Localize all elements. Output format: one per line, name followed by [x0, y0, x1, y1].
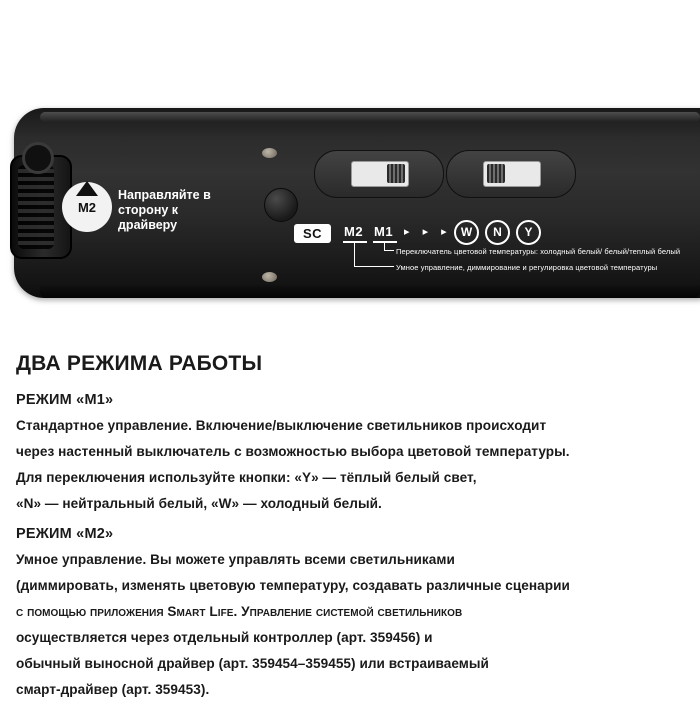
direction-arrow-icon: [76, 181, 98, 196]
sc-label: SC: [294, 224, 331, 243]
dip-switch-1: [351, 161, 409, 187]
section-m1-line-1: Стандартное управление. Включение/выключение светильников происходит: [16, 418, 547, 433]
panel-label-m2: M2: [344, 224, 364, 239]
section-m1-line-2: через настенный выключатель с возможностью выбора цветовой температуры.: [16, 444, 570, 459]
section-mode-m2: [16, 526, 684, 700]
panel-label-m1: M1: [374, 224, 394, 239]
callout-leader-line: [384, 250, 394, 251]
direction-instruction-line2: сторону к драйверу: [118, 203, 179, 232]
callout-leader-line: [354, 266, 394, 267]
color-temp-buttons: [454, 220, 547, 245]
dip-switch-knob: [387, 164, 405, 183]
push-button: [264, 188, 298, 222]
dip-switch-knob: [487, 164, 505, 183]
direction-instruction: [118, 188, 238, 233]
product-photo: [0, 0, 700, 345]
dip-switch-well-2: [446, 150, 576, 198]
section-m2-line-2: (диммировать, изменять цветовую температуру, создавать различные сценарии: [16, 578, 570, 593]
color-temp-button-y: Y: [516, 220, 541, 245]
end-cap-ring: [22, 142, 54, 174]
fastener-dot: [262, 272, 277, 282]
panel-underline-m1: [373, 241, 397, 243]
section-m2-line-5: обычный выносной драйвер (арт. 359454–359455) или встраиваемый: [16, 656, 489, 671]
section-m2-line-4: осуществляется через отдельный контроллер (арт. 359456) и: [16, 630, 433, 645]
color-temp-button-w: W: [454, 220, 479, 245]
section-mode-m1: [16, 392, 684, 514]
housing-bottom-shadow: [40, 284, 700, 298]
callout-color-temperature: Переключатель цветовой температуры: холодный белый/ белый/теплый белый: [396, 247, 681, 256]
housing-top-highlight: [40, 112, 700, 122]
text-content: [0, 352, 700, 712]
section-heading-m1: РЕЖИМ «M1»: [16, 392, 114, 408]
callout-smart-control: Умное управление, диммирование и регулировка цветовой температуры: [396, 263, 658, 272]
page-title: ДВА РЕЖИМА РАБОТЫ: [16, 352, 263, 375]
section-m1-line-3: Для переключения используйте кнопки: «Y» — тёплый белый свет,: [16, 470, 477, 485]
fastener-dot: [262, 148, 277, 158]
direction-instruction-line1: Направляйте в: [118, 188, 211, 202]
panel-underline-m2: [343, 241, 367, 243]
mode-m2-badge-label: M2: [77, 199, 97, 215]
section-m2-line-6: смарт-драйвер (арт. 359453).: [16, 682, 210, 697]
dip-switch-well-1: [314, 150, 444, 198]
section-m2-line-3: с помощью приложения Smart Life. Управление системой светильников: [16, 604, 463, 619]
section-m1-line-4: «N» — нейтральный белый, «W» — холодный белый.: [16, 496, 382, 511]
section-heading-m2: РЕЖИМ «M2»: [16, 526, 114, 542]
callout-leader-line: [354, 241, 355, 267]
panel-arrows: ▸ ▸ ▸: [404, 226, 452, 238]
color-temp-button-n: N: [485, 220, 510, 245]
section-m2-line-1: Умное управление. Вы можете управлять всеми светильниками: [16, 552, 455, 567]
dip-switch-2: [483, 161, 541, 187]
